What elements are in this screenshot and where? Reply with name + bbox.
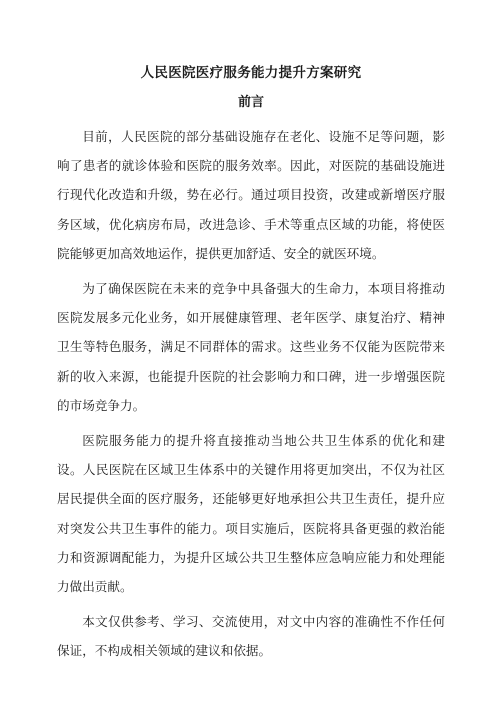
paragraph-diversification: 为了确保医院在未来的竞争中具备强大的生命力，本项目将推动医院发展多元化业务，如开展健康管理、老年医学、康复治疗、精神卫生等特色服务，满足不同群体的需求。这些业务不仅能为医院带来新的收入来源，也能提升医院的社会影响力和口碑，进一步增强医院的市场竞争力。: [57, 281, 445, 413]
paragraph-disclaimer: 本文仅供参考、学习、交流使用，对文中内容的准确性不作任何保证，不构成相关领域的建议和依据。: [57, 614, 445, 659]
section-heading: 前言: [237, 95, 264, 110]
document-title: 人民医院医疗服务能力提升方案研究: [140, 65, 362, 81]
paragraph-infrastructure: 目前，人民医院的部分基础设施存在老化、设施不足等问题，影响了患者的就诊体验和医院的服务效率。因此，对医院的基础设施进行现代化改造和升级，势在必行。通过项目投资，改建或新增医疗服务区域，优化病房布局，改进急诊、手术等重点区域的功能，将使医院能够更加高效地运作，提供更加舒适、安全的就医环境。: [57, 129, 445, 261]
paragraph-public-health: 医院服务能力的提升将直接推动当地公共卫生体系的优化和建设。人民医院在区域卫生体系中的关键作用将更加突出，不仅为社区居民提供全面的医疗服务，还能够更好地承担公共卫生责任，提升应对突发公共卫生事件的能力。项目实施后，医院将具备更强的救治能力和资源调配能力，为提升区域公共卫生整体应急响应能力和处理能力做出贡献。: [57, 433, 445, 595]
